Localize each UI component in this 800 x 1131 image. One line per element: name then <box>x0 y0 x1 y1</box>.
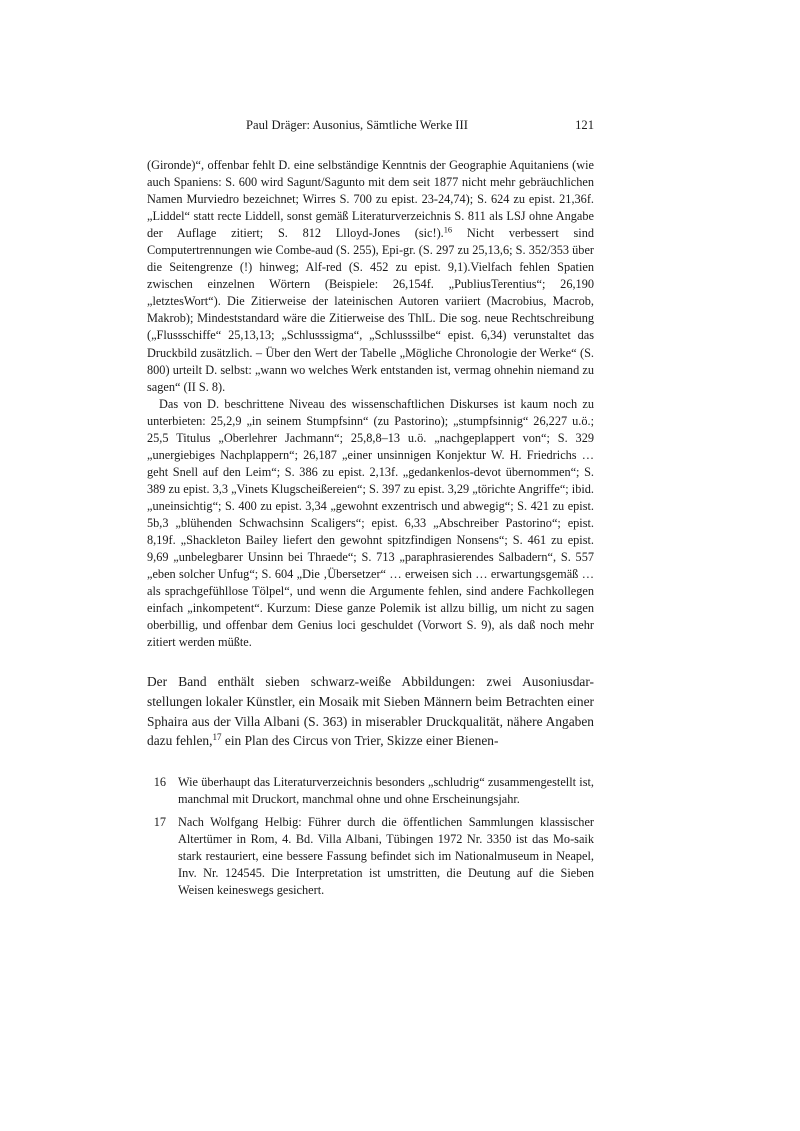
paragraph-1-text-cont: Nicht verbessert sind Computertrennungen wie Combe-aud (S. 255), Epi-gr. (S. 297 zu 25,13,6; S. 352/353 über die Seitengrenze (!) hinweg; Alf-red (S. 452 zu epist. 9,1).Vielfach fehlen Spatien zwischen einzelnen Wörtern (Beispiele: 26,154f. „PubliusTerentius“; 26,190 „letztesWort“). Die Zitierweise der lateinischen Autoren variiert (Macrobius, Macrob, Makrob); Mindeststandard wäre die Zitierweise des ThlL. Die sog. neue Rechtschreibung („Flussschiffe“ 25,13,13; „Schlusssigma“, „Schlusssilbe“ epist. 6,34) verunstaltet das Druckbild zusätzlich. – Über den Wert der Tabelle „Mögliche Chronologie der Werke“ (S. 800) urteilt D. selbst: „wann wo welches Werk entstanden ist, vermag ohnehin niemand zu sagen“ (II S. 8). <box>147 226 594 394</box>
footnote-17 <box>147 814 594 899</box>
paragraph-1-text: (Gironde)“, offenbar fehlt D. eine selbständige Kenntnis der Geographie Aquitaniens (wie auch Spaniens: S. 600 wird Sagunt/Sagunto mit dem seit 1877 nicht mehr gebräuchlichen Namen Murviedro bezeichnet; Wirres S. 700 zu epist. 23-24,74); S. 624 zu epist. 21,36f. „Liddel“ statt recte Liddell, sonst gemäß Literaturverzeichnis S. 811 als LSJ ohne Angabe der Auflage zitiert; S. 812 Llloyd-Jones (sic!). <box>147 158 594 241</box>
running-head-title: Paul Dräger: Ausonius, Sämtliche Werke III <box>246 118 468 132</box>
footnote-text: Wie überhaupt das Literaturverzeichnis besonders „schludrig“ zusammengestellt ist, manchmal mit Druckort, manchmal ohne und ohne Erscheinungsjahr. <box>178 774 594 806</box>
footnote-text: Nach Wolfgang Helbig: Führer durch die öffentlichen Sammlungen klassischer Altertümer in Rom, 4. Bd. Villa Albani, Tübingen 1972 Nr. 3350 ist das Mo-saik stark restauriert, eine bessere Fassung befindet sich im Nationalmuseum in Neapel, Inv. Nr. 124545. Die Interpretation ist umstritten, die Deutung auf die Sieben Weisen keineswegs gesichert. <box>178 814 594 898</box>
footnote-16 <box>147 774 594 808</box>
footnote-number: 16 <box>153 774 166 789</box>
paragraph-3-text-cont: ein Plan des Circus von Trier, Skizze einer Bienen- <box>221 733 499 749</box>
paragraph-2: Das von D. beschrittene Niveau des wissenschaftlichen Diskurses ist kaum noch zu unterbieten: 25,2,9 „in seinem Stumpfsinn“ (zu Pastorino); „stumpfsinnig“ 26,227 u.ö.; 25,5 Titulus „Oberlehrer Jachmann“; 25,8,8–13 u.ö. „nachgeplappert von“; S. 329 „unergiebiges Nachplappern“; 26,187 „einer unsinnigen Konjektur W. H. Friedrichs … geht Snell auf den Leim“; S. 386 zu epist. 2,13f. „gedankenlos-devot übernommen“; S. 389 zu epist. 3,3 „Vinets Klugscheißereien“; S. 397 zu epist. 3,29 „törichte Angriffe“; ibid. „uneinsichtig“; S. 400 zu epist. 3,34 „gewohnt exzentrisch und abwegig“; S. 421 zu epist. 5b,3 „blühenden Schwachsinn Scaligers“; epist. 6,33 „Abschreiber Pastorino“; epist. 8,19f. „Shackleton Bailey liefert den gewohnt spitzfindigen Nonsens“; S. 461 zu epist. 9,69 „unbelegbarer Unsinn bei Thraede“; S. 713 „paraphrasierendes Salbadern“, S. 557 „eben solcher Unfug“; S. 604 „Die ‚Übersetzer“ … erweisen sich … erwartungsgemäß … als sprachgefühllose Tölpel“, und wenn die Argumente fehlen, sind andere Fachkollegen einfach „inkompetent“. Kurzum: Diese ganze Polemik ist allzu billig, um nicht zu sagen oberbillig, und offenbar dem Genius loci geschuldet (Vorwort S. 9), als daß noch mehr zitiert werden müßte. <box>147 396 594 650</box>
running-head <box>147 118 594 136</box>
footnote-ref-17[interactable]: 17 <box>212 732 222 743</box>
paragraph-1 <box>147 157 594 396</box>
footnote-number: 17 <box>153 814 166 829</box>
document-page <box>147 118 594 905</box>
paragraph-3-text: Der Band enthält sieben schwarz-weiße Abbildungen: zwei Ausoniusdar-stellungen lokaler Künstler, ein Mosaik mit Sieben Männern beim Betrachten einer Sphaira aus der Villa Albani (S. 363) in miserabler Druckqualität, nähere Angaben dazu fehlen, <box>147 674 594 749</box>
footnotes <box>147 774 594 899</box>
paragraph-3 <box>147 672 594 750</box>
page-number: 121 <box>575 118 594 132</box>
footnote-ref-16[interactable]: 16 <box>443 225 453 235</box>
